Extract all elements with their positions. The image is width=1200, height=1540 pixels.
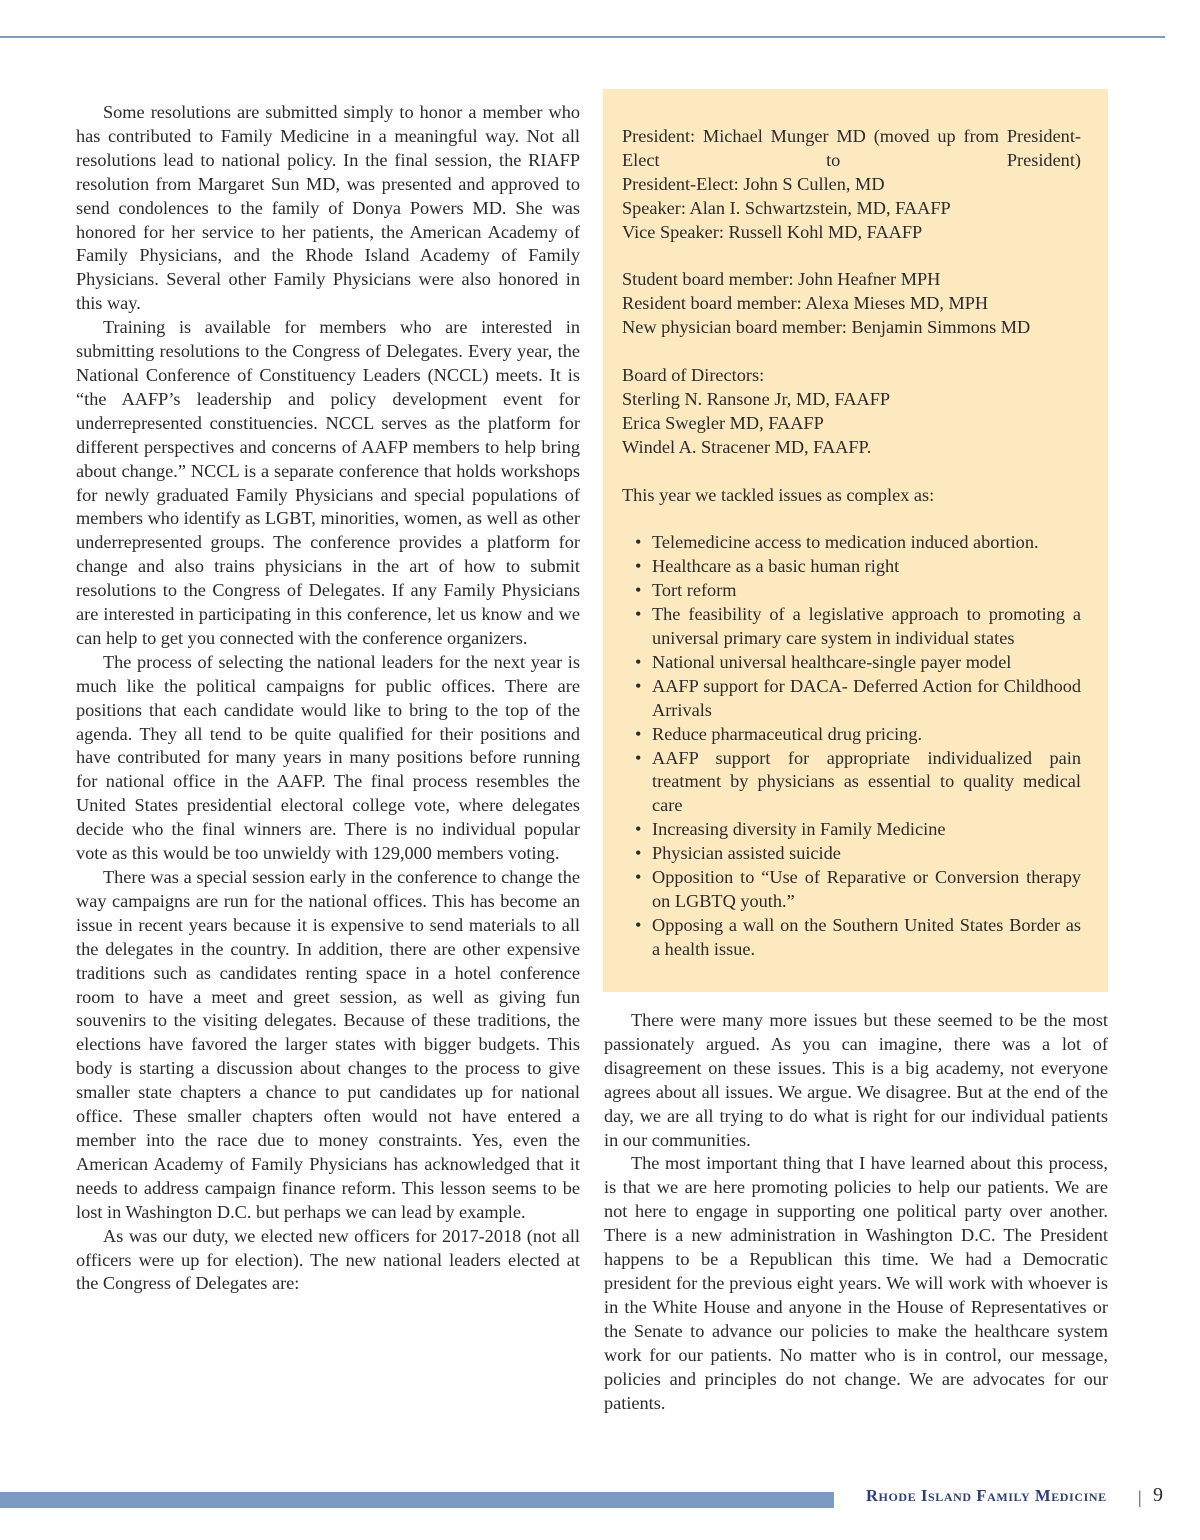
issue-item: • Opposition to “Use of Reparative or Conversion therapy on LGBTQ youth.”	[633, 866, 1081, 914]
header-rule	[0, 36, 1165, 38]
footer-separator: |	[1138, 1487, 1142, 1507]
board-member-student: Student board member: John Heafner MPH	[622, 269, 941, 290]
issue-item: • Reduce pharmaceutical drug pricing.	[633, 723, 1081, 747]
issue-item: • AAFP support for DACA- Deferred Action for Childhood Arrivals	[633, 675, 1081, 723]
issue-item: • National universal healthcare-single payer model	[633, 651, 1081, 675]
officer-president: President: Michael Munger MD (moved up from President-Elect to President)	[622, 126, 1081, 170]
right-column	[604, 1009, 1108, 1415]
paragraph-honor-resolutions: Some resolutions are submitted simply to honor a member who has contributed to Family Medicine in a meaningful way. Not all resolutions lead to national policy. In the final session, the RIAFP resolution from Margaret Sun MD, was presented and approved to send condolences to the family of Donya Powers MD. She was honored for her service to her patients, the American Academy of Family Physicians, and the Rhode Island Academy of Family Physicians. Several other Family Physicians were also honored in this way.	[76, 102, 580, 314]
issue-item: • Increasing diversity in Family Medicine	[633, 818, 1081, 842]
issue-item: • Tort reform	[633, 579, 1081, 603]
board-member-resident: Resident board member: Alexa Mieses MD, MPH	[622, 293, 989, 314]
footer-bar	[0, 1492, 834, 1508]
director-item: Sterling N. Ransone Jr, MD, FAAFP	[622, 388, 891, 409]
issue-item: • Telemedicine access to medication induced abortion.	[633, 531, 1081, 555]
issues-list	[622, 531, 1081, 961]
left-column	[76, 101, 580, 1296]
director-item: Erica Swegler MD, FAAFP	[622, 412, 824, 433]
paragraph-leader-selection: The process of selecting the national leaders for the next year is much like the political campaigns for public offices. There are positions that each candidate would like to bring to the top of the agenda. They all tend to be quite qualified for their positions and have contributed for many years in many positions before running for national office in the AAFP. The final process resembles the United States presidential electoral college vote, where delegates decide who the final winners are. There is no individual popular vote as this would be too unwieldy with 129,000 members voting.	[76, 651, 580, 864]
board-member-new-physician: New physician board member: Benjamin Simmons MD	[622, 317, 1031, 338]
issue-item: • The feasibility of a legislative approach to promoting a universal primary care system in individual states	[633, 603, 1081, 651]
issue-item: • Healthcare as a basic human right	[633, 555, 1081, 579]
director-item: Windel A. Stracener MD, FAAFP.	[622, 436, 872, 457]
officer-speaker: Speaker: Alan I. Schwartzstein, MD, FAAFP	[622, 197, 951, 218]
paragraph-officers-intro: As was our duty, we elected new officers for 2017-2018 (not all officers were up for election). The new national leaders elected at the Congress of Delegates are:	[76, 1225, 580, 1294]
issue-item: • Physician assisted suicide	[633, 842, 1081, 866]
issue-item: • Opposing a wall on the Southern United States Border as a health issue.	[633, 914, 1081, 962]
board-of-directors-heading: Board of Directors:	[622, 365, 765, 386]
issue-item: • AAFP support for appropriate individualized pain treatment by physicians as essential to quality medical care	[633, 747, 1081, 819]
officer-president-elect: President-Elect: John S Cullen, MD	[622, 173, 885, 194]
issues-intro: This year we tackled issues as complex as:	[622, 484, 935, 505]
officers-sidebar	[603, 89, 1108, 992]
page-number: 9	[1153, 1484, 1163, 1506]
paragraph-nccl-training: Training is available for members who are interested in submitting resolutions to the Congress of Delegates. Every year, the National Conference of Constituency Leaders (NCCL) meets. It is “the AAFP’s leadership and policy development event for underrepresented constituencies. NCCL serves as the platform for different perspectives and concerns of AAFP members to help bring about change.” NCCL is a separate conference that holds workshops for newly graduated Family Physicians and special populations of members who identify as LGBT, minorities, women, as well as other underrepresented groups. The conference provides a platform for change and also trains physicians in the art of how to submit resolutions to the Congress of Delegates. If any Family Physicians are interested in participating in this conference, let us know and we can help to get you connected with the conference organizers.	[76, 317, 580, 648]
paragraph-lessons-learned: The most important thing that I have learned about this process, is that we are here promoting policies to help our patients. We are not here to engage in supporting one political party over another. There is a new administration in Washington D.C. The President happens to be a Republican this time. We had a Democratic president for the previous eight years. We will work with whoever is in the White House and anyone in the House of Representatives or the Senate to advance our policies to make the healthcare system work for our patients. No matter who is in control, our message, policies and principles do not change. We are advocates for our patients.	[604, 1153, 1108, 1413]
paragraph-campaign-session: There was a special session early in the conference to change the way campaigns are run for the national offices. This has become an issue in recent years because it is expensive to send materials to all the delegates in the country. In addition, there are other expensive traditions such as candidates renting space in a hotel conference room to have a meet and greet session, as well as giving fun souvenirs to the visiting delegates. Because of these traditions, the elections have favored the larger states with bigger budgets. This body is starting a discussion about changes to the process to give smaller state chapters a chance to put candidates up for national office. These smaller chapters often would not have entered a member into the race due to money constraints. Yes, even the American Academy of Family Physicians has acknowledged that it needs to address campaign finance reform. This lesson seems to be lost in Washington D.C. but perhaps we can lead by example.	[76, 867, 580, 1222]
officer-vice-speaker: Vice Speaker: Russell Kohl MD, FAAFP	[622, 221, 923, 242]
publication-name: Rhode Island Family Medicine	[866, 1486, 1107, 1505]
paragraph-issues-argued: There were many more issues but these seemed to be the most passionately argued. As you can imagine, there was a lot of disagreement on these issues. This is a big academy, not everyone agrees about all issues. We argue. We disagree. But at the end of the day, we are all trying to do what is right for our individual patients in our communities.	[604, 1010, 1108, 1150]
